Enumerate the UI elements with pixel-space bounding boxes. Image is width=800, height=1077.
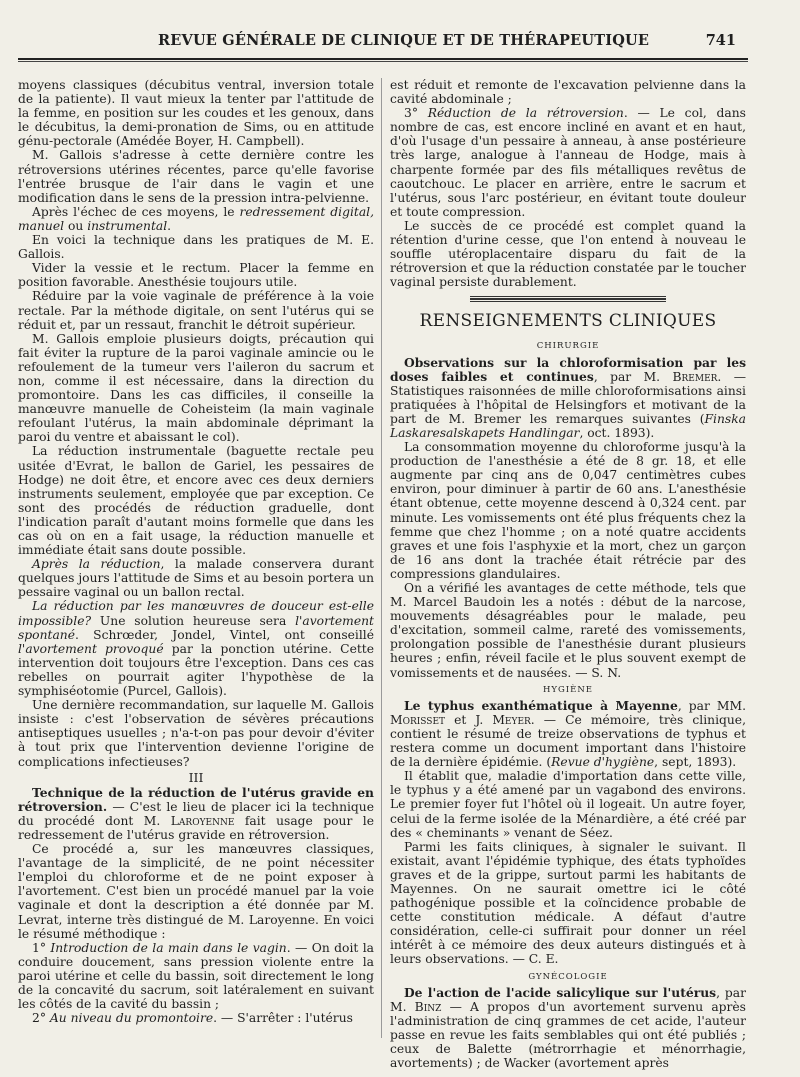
header-rule bbox=[18, 58, 748, 60]
section-title: RENSEIGNEMENTS CLINIQUES bbox=[419, 311, 717, 332]
right-column bbox=[390, 78, 747, 1071]
paragraph: En voici la technique dans les pratiques de M. E. Gallois. bbox=[18, 233, 374, 262]
page-number: 741 bbox=[705, 32, 736, 49]
paragraph: Ce procédé a, sur les manœuvres classiques, l'avantage de la simplicité, de ne point nécessiter l'emploi du chloroforme et de ne point exposer à l'avortement. C'est bien un procédé manuel par la voie vaginale et dont la description a été donnée par M. Levrat, interne très distingué de M. Laroyenne. En voici le résumé méthodique : bbox=[18, 842, 374, 941]
paragraph: moyens classiques (décubitus ventral, inversion totale de la patiente). Il vaut mieux la tenter par l'attitude de la femme, en position sur les coudes et les genoux, dans le décubitus, la demi-pronation de Sims, ou en attitude génu-pectorale (Amédée Boyer, H. Campbell). bbox=[18, 78, 374, 149]
subsection-title: CHIRURGIE bbox=[536, 341, 600, 352]
subsection-title: HYGIÈNE bbox=[542, 684, 594, 695]
paragraph: 2° Au niveau du promontoire. — S'arrêter : l'utérus bbox=[32, 1011, 353, 1026]
paragraph: Réduire par la voie vaginale de préférence à la voie rectale. Par la méthode digitale, on sent l'utérus qui se réduit et, par un ressaut, franchit le détroit supérieur. bbox=[18, 289, 374, 332]
section-number: III bbox=[188, 769, 204, 785]
paragraph: Observations sur la chloroformisation par les doses faibles et continues, par M. Bremer. — Statistiques raisonnées de mille chloroformisations ainsi pratiquées à l'hôpital de Helsingfors et motivant de la part de M. Bremer les remarques suivantes (Finska Laskaresalskapets Handlingar, oct. 1893). bbox=[390, 354, 747, 440]
paragraph: La consommation moyenne du chloroforme jusqu'à la production de l'anesthésie a été de 8 gr. 18, et elle augmente par cinq ans de 0,047 centimètres cubes environ, pour diminuer à partir de 60 ans. L'anesthésie étant obtenue, cette moyenne descend à 0,324 cent. par minute. Les vomissements ont été plus fréquents chez la femme que chez l'homme ; on a noté quatre accidents graves et une fois l'asphyxie et la mort, chez un garçon de 16 ans dont la trachée était rétrécie par des compressions glandulaires. bbox=[390, 440, 746, 581]
paragraph: Parmi les faits cliniques, à signaler le suivant. Il existait, avant l'épidémie typhique, des états typhoïdes graves et de la grippe, surtout parmi les habitants de Mayennes. On ne saurait omettre ici le côté pathogénique possible et la coïncidence probable de cette constitution médicale. A défaut d'autre considération, celle-ci suffirait pour donner un réel intérêt à ce mémoire des deux auteurs distingués et à leurs observations. — C. E. bbox=[390, 839, 746, 967]
paragraph: Le typhus exanthématique à Mayenne, par MM. Morisset et J. Meyer. — Ce mémoire, très clinique, contient le résumé de treize observations de typhus et restera comme un document important dans l'histoire de la dernière épidémie. (Revue d'hygiène, sept, 1893). bbox=[390, 697, 746, 770]
paragraph: Après l'échec de ces moyens, le redressement digital, manuel ou instrumental. bbox=[18, 204, 374, 233]
paragraph: La réduction par les manœuvres de douceur est-elle impossible? Une solution heureuse sera l'avortement spontané. Schrœder, Jondel, Vintel, ont conseillé l'avortement provoqué par la ponction utérine. Cette intervention doit toujours être l'exception. Dans ces cas rebelles on pourrait agiter l'hypothèse de la symphiséotomie (Purcel, Gallois). bbox=[18, 599, 375, 699]
paragraph: M. Gallois emploie plusieurs doigts, précaution qui fait éviter la rupture de la paroi vaginale amincie ou le refoulement de la tumeur vers l'aileron du sacrum et non, comme il est nécessaire, dans la direction du promontoire. Dans les cas difficiles, il conseille la manœuvre manuelle de Coheisteim (la main vaginale refoulant l'utérus, la main abdominale déprimant la paroi du ventre et abaissant le col). bbox=[18, 331, 374, 445]
paragraph: De l'action de l'acide salicylique sur l'utérus, par M. Binz — A propos d'un avortement survenu après l'administration de cinq grammes de cet acide, l'auteur passe en revue les faits semblables qui ont été publiés ; ceux de Balette (métrorrhagie et ménorrhagie, avortements) ; de Wacker (avortement après bbox=[390, 984, 746, 1071]
paragraph: 1° Introduction de la main dans le vagin. — On doit la conduire doucement, sans pression violente entre la paroi utérine et celle du bassin, soit directement le long de la concavité du sacrum, soit latéralement en suivant les côtés de la cavité du bassin ; bbox=[18, 940, 374, 1012]
paragraph: Technique de la réduction de l'utérus gravide en rétroversion. — C'est le lieu de placer ici la technique du procédé dont M. Laroyenne fait usage pour le redressement de l'utérus gravide en rétroversion. bbox=[18, 784, 375, 842]
left-column bbox=[18, 78, 374, 1058]
paragraph: Le succès de ce procédé est complet quand la rétention d'urine cesse, que l'on entend à nouveau le souffle utéroplacentaire disparu du fait de la rétroversion et que la réduction constatée par le toucher vaginal persiste durablement. bbox=[390, 218, 746, 290]
paragraph: La réduction instrumentale (baguette rectale peu usitée d'Evrat, le ballon de Gariel, les pessaires de Hodge) ne doit être, et encore avec ces deux derniers instruments seulement, employée que par exception. Ce sont des procédés de réduction graduelle, dont l'indication paraît d'autant moins formelle que dans les cas où on en a fait usage, la réduction manuelle et immédiate était sans doute possible. bbox=[18, 444, 374, 558]
paragraph: Il établit que, maladie d'importation dans cette ville, le typhus y a été amené par un vagabond des environs. Le premier foyer fut l'hôtel où il logeait. Un autre foyer, celui de la ferme isolée de la Ménardière, a été créé par des « cheminants » venant de Séez. bbox=[390, 769, 746, 840]
subsection-title: GYNÉCOLOGIE bbox=[528, 971, 608, 982]
running-header bbox=[18, 28, 736, 54]
header-rule-thin bbox=[18, 61, 748, 62]
column-separator bbox=[381, 78, 382, 1038]
paragraph: est réduit et remonte de l'excavation pelvienne dans la cavité abdominale ; bbox=[390, 78, 746, 107]
journal-title: REVUE GÉNÉRALE DE CLINIQUE ET DE THÉRAPEUTIQUE bbox=[158, 32, 650, 49]
paragraph: Après la réduction, la malade conservera durant quelques jours l'attitude de Sims et au besoin portera un pessaire vaginal ou un ballon rectal. bbox=[18, 557, 374, 600]
paragraph: M. Gallois s'adresse à cette dernière contre les rétroversions utérines récentes, parce qu'elle favorise l'entrée brusque de l'air dans le vagin et une modification dans le sens de la pression intra-pelvienne. bbox=[18, 148, 374, 205]
paragraph: 3° Réduction de la rétroversion. — Le col, dans nombre de cas, est encore incliné en avant et en haut, d'où l'usage d'un pessaire à anneau, à anse postérieure très large, analogue à l'anneau de Hodge, mais à charpente formée par des fils métalliques revêtus de caoutchouc. Le placer en arrière, entre le sacrum et l'utérus, sous l'arc postérieur, en évitant toute douleur et toute compression. bbox=[390, 106, 746, 219]
ornamental-rule bbox=[470, 295, 666, 303]
paragraph: Une dernière recommandation, sur laquelle M. Gallois insiste : c'est l'observation de sévères précautions antiseptiques usuelles ; n'a-t-on pas pour devoir d'éviter à tout prix que l'intervention devienne l'origine de complications infectieuses? bbox=[18, 698, 374, 769]
paragraph: Vider la vessie et le rectum. Placer la femme en position favorable. Anesthésie toujours utile. bbox=[18, 261, 374, 290]
paragraph: On a vérifié les avantages de cette méthode, tels que M. Marcel Baudoin les a notés : début de la narcose, mouvements désagréables pour le malade, peu d'excitation, sommeil calme, rareté des vomissements, prolongation possible de l'anesthésie durant plusieurs heures ; enfin, réveil facile et le plus souvent exempt de vomissements et de nausées. — S. N. bbox=[390, 581, 746, 680]
